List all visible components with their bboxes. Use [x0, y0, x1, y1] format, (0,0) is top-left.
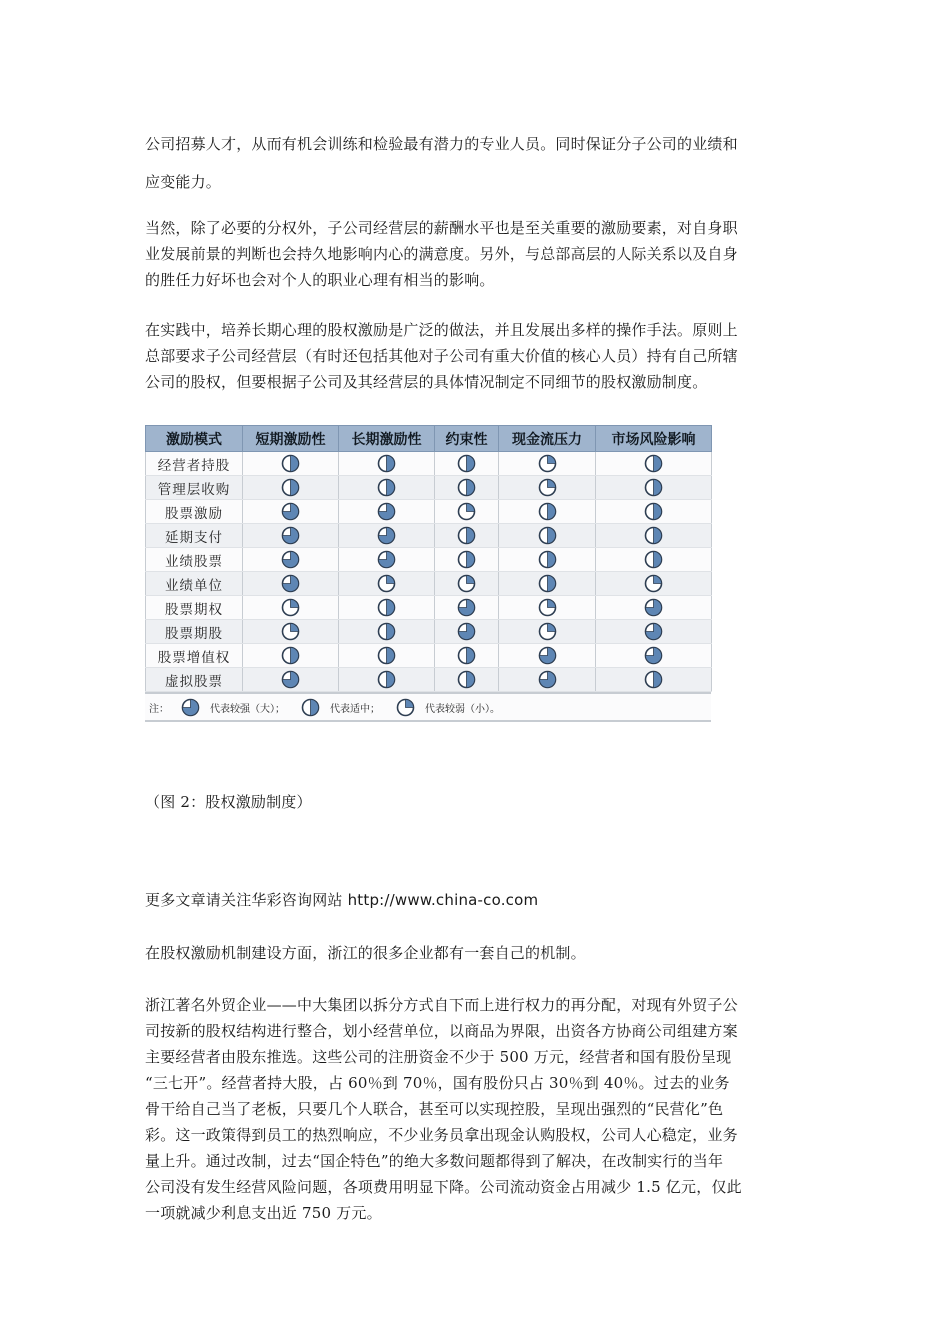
row-label: 股票期权 [146, 596, 243, 620]
column-header: 现金流压力 [499, 426, 596, 452]
medium-rating-icon [644, 526, 663, 545]
medium-rating-icon [644, 550, 663, 569]
row-label: 经营者持股 [146, 452, 243, 476]
paragraph-zhongda-case [145, 992, 810, 1226]
weak-rating-icon [457, 574, 476, 593]
medium-rating-icon [281, 646, 300, 665]
rating-cell [499, 500, 596, 524]
paragraph-intro [145, 125, 810, 201]
weak-rating-icon [396, 698, 415, 717]
strong-rating-icon [538, 646, 557, 665]
text-line: 彩。这一政策得到员工的热烈响应，不少业务员拿出现金认购股权，公司人心稳定，业务 [145, 1126, 738, 1144]
medium-rating-icon [457, 646, 476, 665]
medium-rating-icon [644, 478, 663, 497]
table-row [146, 548, 712, 572]
website-text: 更多文章请关注华彩咨询网站 [145, 891, 343, 909]
paragraph-website [145, 887, 810, 913]
table-row [146, 500, 712, 524]
rating-cell [499, 476, 596, 500]
medium-rating-icon [538, 574, 557, 593]
text-line: 一项就减少利息支出近 750 万元。 [145, 1204, 382, 1222]
rating-cell [596, 620, 712, 644]
rating-cell [596, 644, 712, 668]
table-legend [145, 692, 711, 722]
website-link[interactable]: http://www.china-co.com [347, 891, 539, 909]
legend-prefix: 注： [149, 703, 169, 715]
rating-cell [596, 476, 712, 500]
rating-cell [339, 548, 435, 572]
medium-rating-icon [457, 454, 476, 473]
strong-rating-icon [377, 550, 396, 569]
text-line: 浙江著名外贸企业——中大集团以拆分方式自下而上进行权力的再分配，对现有外贸子公 [145, 996, 738, 1014]
strong-rating-icon [181, 698, 200, 717]
rating-cell [435, 572, 499, 596]
rating-cell [435, 500, 499, 524]
rating-cell [596, 524, 712, 548]
medium-rating-icon [457, 478, 476, 497]
weak-rating-icon [281, 598, 300, 617]
rating-cell [499, 572, 596, 596]
strong-rating-icon [281, 526, 300, 545]
figure-caption: （图 2：股权激励制度） [145, 793, 312, 811]
rating-cell [596, 452, 712, 476]
medium-rating-icon [644, 670, 663, 689]
incentive-table-figure [145, 425, 711, 737]
legend-medium-label: 代表适中； [330, 703, 380, 715]
rating-cell [339, 572, 435, 596]
strong-rating-icon [281, 670, 300, 689]
strong-rating-icon [538, 670, 557, 689]
medium-rating-icon [301, 698, 320, 717]
table-row [146, 644, 712, 668]
weak-rating-icon [538, 598, 557, 617]
medium-rating-icon [538, 502, 557, 521]
column-header: 市场风险影响 [596, 426, 712, 452]
rating-cell [435, 644, 499, 668]
column-header: 短期激励性 [243, 426, 339, 452]
rating-cell [243, 668, 339, 692]
table-row [146, 572, 712, 596]
row-label: 延期支付 [146, 524, 243, 548]
rating-cell [499, 644, 596, 668]
rating-cell [499, 596, 596, 620]
column-header: 激励模式 [146, 426, 243, 452]
rating-cell [435, 524, 499, 548]
rating-cell [339, 500, 435, 524]
weak-rating-icon [538, 478, 557, 497]
weak-rating-icon [377, 574, 396, 593]
strong-rating-icon [457, 598, 476, 617]
row-label: 虚拟股票 [146, 668, 243, 692]
rating-cell [596, 596, 712, 620]
rating-cell [339, 620, 435, 644]
rating-cell [435, 476, 499, 500]
legend-medium [301, 698, 380, 717]
strong-rating-icon [281, 574, 300, 593]
text-line: 在实践中，培养长期心理的股权激励是广泛的做法，并且发展出多样的操作手法。原则上 [145, 321, 738, 339]
text-line: 业发展前景的判断也会持久地影响内心的满意度。另外，与总部高层的人际关系以及自身 [145, 245, 738, 263]
paragraph-equity-practice [145, 317, 810, 395]
medium-rating-icon [457, 526, 476, 545]
incentive-table [145, 425, 712, 692]
text-line: 总部要求子公司经营层（有时还包括其他对子公司有重大价值的核心人员）持有自己所辖 [145, 347, 738, 365]
medium-rating-icon [377, 646, 396, 665]
rating-cell [243, 524, 339, 548]
legend-strong [181, 698, 285, 717]
text-line: 骨干给自己当了老板，只要几个人联合，甚至可以实现控股，呈现出强烈的“民营化”色 [145, 1100, 724, 1118]
rating-cell [499, 548, 596, 572]
row-label: 管理层收购 [146, 476, 243, 500]
strong-rating-icon [377, 502, 396, 521]
text-line: 量上升。通过改制，过去“国企特色”的绝大多数问题都得到了解决，在改制实行的当年 [145, 1152, 724, 1170]
rating-cell [499, 620, 596, 644]
medium-rating-icon [538, 526, 557, 545]
strong-rating-icon [377, 526, 396, 545]
text-line: 公司招募人才，从而有机会训练和检验最有潜力的专业人员。同时保证分子公司的业绩和 [145, 135, 738, 153]
table-row [146, 524, 712, 548]
strong-rating-icon [281, 502, 300, 521]
row-label: 股票期股 [146, 620, 243, 644]
weak-rating-icon [538, 454, 557, 473]
text-line: 当然，除了必要的分权外，子公司经营层的薪酬水平也是至关重要的激励要素，对自身职 [145, 219, 738, 237]
strong-rating-icon [281, 550, 300, 569]
weak-rating-icon [538, 622, 557, 641]
rating-cell [435, 596, 499, 620]
weak-rating-icon [457, 502, 476, 521]
table-row [146, 452, 712, 476]
text-line: 司按新的股权结构进行整合，划小经营单位，以商品为界限，出资各方协商公司组建方案 [145, 1022, 738, 1040]
weak-rating-icon [281, 622, 300, 641]
text-line: 公司没有发生经营风险问题，各项费用明显下降。公司流动资金占用减少 1.5 亿元，仅此 [145, 1178, 742, 1196]
medium-rating-icon [281, 478, 300, 497]
medium-rating-icon [644, 502, 663, 521]
rating-cell [435, 668, 499, 692]
row-label: 业绩股票 [146, 548, 243, 572]
rating-cell [339, 452, 435, 476]
rating-cell [596, 572, 712, 596]
rating-cell [435, 452, 499, 476]
medium-rating-icon [377, 598, 396, 617]
rating-cell [596, 668, 712, 692]
rating-cell [499, 668, 596, 692]
column-header: 长期激励性 [339, 426, 435, 452]
column-header: 约束性 [435, 426, 499, 452]
strong-rating-icon [644, 646, 663, 665]
rating-cell [339, 644, 435, 668]
legend-weak [396, 698, 500, 717]
medium-rating-icon [644, 454, 663, 473]
text-line: 公司的股权，但要根据子公司及其经营层的具体情况制定不同细节的股权激励制度。 [145, 373, 708, 391]
rating-cell [243, 572, 339, 596]
rating-cell [243, 644, 339, 668]
medium-rating-icon [377, 622, 396, 641]
text-line: “三七开”。经营者持大股，占 60％到 70％，国有股份只占 30％到 40％。过去的业务 [145, 1074, 730, 1092]
text-line: 主要经营者由股东推选。这些公司的注册资金不少于 500 万元，经营者和国有股份呈现 [145, 1048, 732, 1066]
rating-cell [243, 548, 339, 572]
rating-cell [243, 596, 339, 620]
medium-rating-icon [281, 454, 300, 473]
weak-rating-icon [644, 574, 663, 593]
rating-cell [339, 668, 435, 692]
text-line: 应变能力。 [145, 173, 222, 191]
paragraph-zhejiang-intro: 在股权激励机制建设方面，浙江的很多企业都有一套自己的机制。 [145, 944, 586, 962]
rating-cell [339, 476, 435, 500]
table-row [146, 476, 712, 500]
medium-rating-icon [377, 670, 396, 689]
rating-cell [596, 500, 712, 524]
rating-cell [596, 548, 712, 572]
table-row [146, 668, 712, 692]
table-row [146, 620, 712, 644]
strong-rating-icon [644, 622, 663, 641]
row-label: 股票激励 [146, 500, 243, 524]
rating-cell [339, 524, 435, 548]
row-label: 股票增值权 [146, 644, 243, 668]
paragraph-compensation [145, 215, 810, 293]
rating-cell [435, 620, 499, 644]
legend-weak-label: 代表较弱（小）。 [425, 703, 500, 715]
medium-rating-icon [538, 550, 557, 569]
text-line: 的胜任力好坏也会对个人的职业心理有相当的影响。 [145, 271, 495, 289]
strong-rating-icon [457, 622, 476, 641]
rating-cell [243, 452, 339, 476]
rating-cell [243, 476, 339, 500]
rating-cell [499, 452, 596, 476]
medium-rating-icon [377, 478, 396, 497]
row-label: 业绩单位 [146, 572, 243, 596]
medium-rating-icon [457, 670, 476, 689]
rating-cell [243, 620, 339, 644]
legend-strong-label: 代表较强（大）； [210, 703, 285, 715]
table-header-row [146, 426, 712, 452]
rating-cell [435, 548, 499, 572]
rating-cell [499, 524, 596, 548]
table-row [146, 596, 712, 620]
medium-rating-icon [377, 454, 396, 473]
rating-cell [243, 500, 339, 524]
rating-cell [339, 596, 435, 620]
strong-rating-icon [644, 598, 663, 617]
medium-rating-icon [457, 550, 476, 569]
